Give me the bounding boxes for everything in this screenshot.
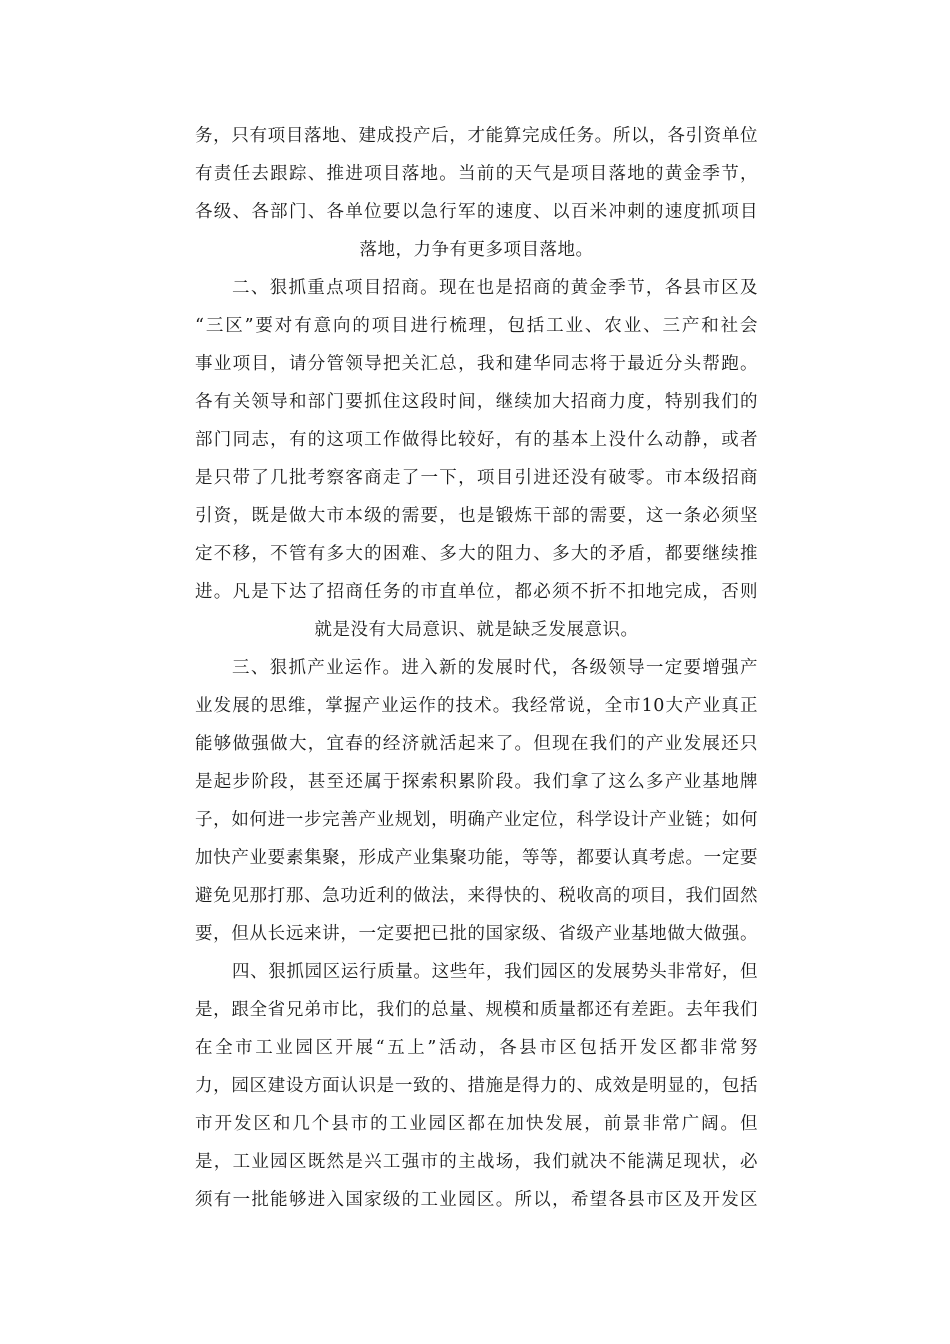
paragraph-heading-line: 二、狠抓重点项目招商。现在也是招商的黄金季节，各县市区及 [232,278,758,298]
text-line: 引资，既是做大市本级的需要，也是锻炼干部的需要，这一条必须坚 [195,506,758,526]
text-line: 在全市工业园区开展“五上”活动，各县市区包括开发区都非常努 [195,1038,758,1058]
text-line: 进。凡是下达了招商任务的市直单位，都必须不折不扣地完成，否则 [195,582,758,602]
text-line: 力，园区建设方面认识是一致的、措施是得力的、成效是明显的，包括 [195,1076,758,1096]
text-line: 务，只有项目落地、建成投产后，才能算完成任务。所以，各引资单位 [195,126,758,146]
text-line: 各有关领导和部门要抓住这段时间，继续加大招商力度，特别我们的 [195,392,758,412]
text-line: 能够做强做大，宜春的经济就活起来了。但现在我们的产业发展还只 [195,734,758,754]
text-line: 市开发区和几个县市的工业园区都在加快发展，前景非常广阔。但 [195,1114,758,1134]
text-line: 事业项目，请分管领导把关汇总，我和建华同志将于最近分头帮跑。 [195,354,758,374]
text-line: 加快产业要素集聚，形成产业集聚功能，等等，都要认真考虑。一定要 [195,848,758,868]
text-line: 是起步阶段，甚至还属于探索积累阶段。我们拿了这么多产业基地牌 [195,772,758,792]
text-line: 避免见那打那、急功近利的做法，来得快的、税收高的项目，我们固然 [195,886,758,906]
text-line: 是只带了几批考察客商走了一下，项目引进还没有破零。市本级招商 [195,468,758,488]
text-line: 落地，力争有更多项目落地。 [359,240,594,260]
text-line: 有责任去跟踪、推进项目落地。当前的天气是项目落地的黄金季节， [195,164,758,184]
text-line: 要，但从长远来讲，一定要把已批的国家级、省级产业基地做大做强。 [195,924,758,944]
text-line: 须有一批能够进入国家级的工业园区。所以，希望各县市区及开发区 [195,1190,758,1210]
text-line: “三区”要对有意向的项目进行梳理，包括工业、农业、三产和社会 [195,316,758,336]
text-line: 定不移，不管有多大的困难、多大的阻力、多大的矛盾，都要继续推 [195,544,758,564]
text-line: 部门同志，有的这项工作做得比较好，有的基本上没什么动静，或者 [195,430,758,450]
text-line: 是，跟全省兄弟市比，我们的总量、规模和质量都还有差距。去年我们 [195,1000,758,1020]
text-line: 业发展的思维，掌握产业运作的技术。我经常说，全市10大产业真正 [195,696,758,716]
paragraph-heading-line: 三、狠抓产业运作。进入新的发展时代，各级领导一定要增强产 [232,658,758,678]
text-line: 就是没有大局意识、就是缺乏发展意识。 [314,620,639,640]
text-line: 各级、各部门、各单位要以急行军的速度、以百米冲刺的速度抓项目 [195,202,758,222]
text-line: 子，如何进一步完善产业规划，明确产业定位，科学设计产业链；如何 [195,810,758,830]
paragraph-heading-line: 四、狠抓园区运行质量。这些年，我们园区的发展势头非常好，但 [232,962,758,982]
text-line: 是，工业园区既然是兴工强市的主战场，我们就决不能满足现状，必 [195,1152,758,1172]
